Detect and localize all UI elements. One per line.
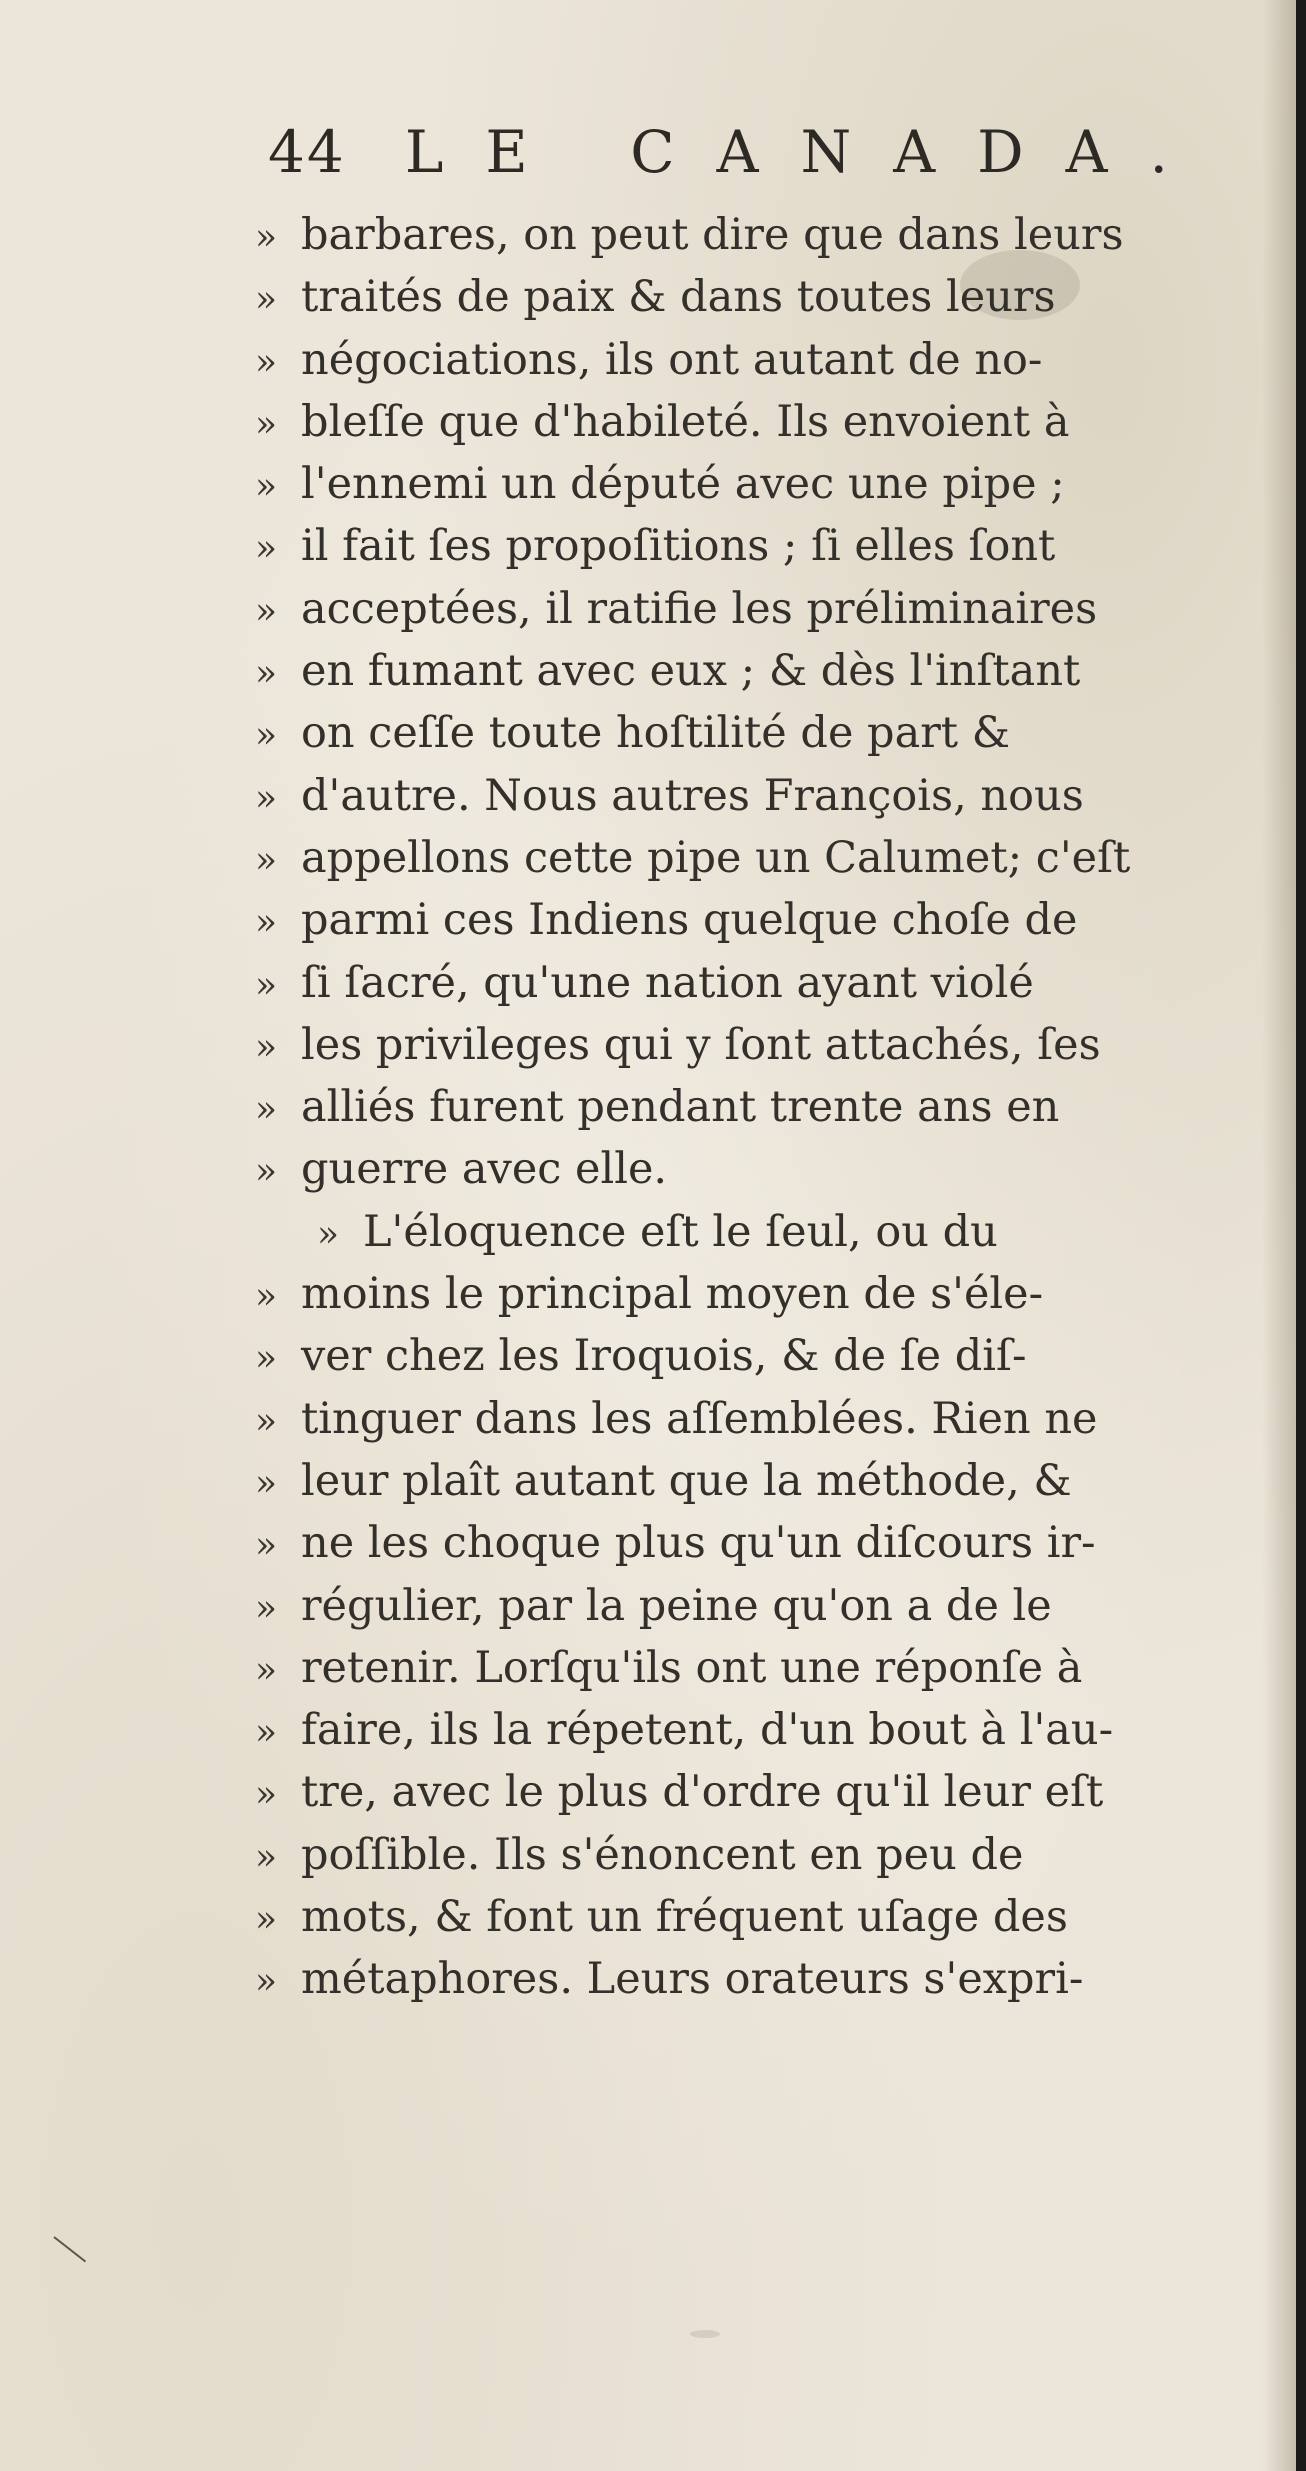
guillemet-mark: » xyxy=(255,1649,278,1691)
line-text: guerre avec elle. xyxy=(301,1144,668,1195)
guillemet-mark: » xyxy=(255,217,278,258)
ink-mark xyxy=(53,2236,86,2262)
guillemet-mark: » xyxy=(255,964,278,1006)
guillemet-mark: » xyxy=(255,1961,278,2003)
line-text: tre, avec le plus d'ordre qu'il leur eſt xyxy=(301,1767,1104,1818)
guillemet-mark: » xyxy=(255,466,278,508)
text-line xyxy=(255,1948,1255,2010)
text-line xyxy=(255,1575,1255,1637)
text-line xyxy=(255,1761,1255,1823)
guillemet-mark: » xyxy=(255,1462,278,1504)
text-line xyxy=(255,1138,1255,1200)
line-text: tinguer dans les aſſemblées. Rien ne xyxy=(301,1393,1098,1444)
guillemet-mark: » xyxy=(255,1400,278,1442)
guillemet-mark: » xyxy=(255,715,278,757)
guillemet-mark: » xyxy=(255,653,278,695)
text-line xyxy=(255,889,1255,951)
guillemet-mark: » xyxy=(255,1276,278,1318)
text-line xyxy=(255,391,1255,453)
line-text: leur plaît autant que la méthode, & xyxy=(301,1455,1072,1506)
text-line xyxy=(255,1450,1255,1512)
line-text: traités de paix & dans toutes leurs xyxy=(301,272,1056,323)
text-line xyxy=(255,1699,1255,1761)
guillemet-mark: » xyxy=(255,839,278,881)
running-head xyxy=(268,118,1210,208)
line-text: il fait ſes propoſitions ; ſi elles ſont xyxy=(301,521,1056,572)
line-text: parmi ces Indiens quelque choſe de xyxy=(301,895,1078,946)
line-text: ſi ſacré, qu'une nation ayant violé xyxy=(301,957,1034,1008)
line-text: faire, ils la répetent, d'un bout à l'au- xyxy=(301,1705,1114,1756)
line-text: poſſible. Ils s'énoncent en peu de xyxy=(301,1829,1024,1880)
text-line xyxy=(255,1201,1255,1263)
guillemet-mark: » xyxy=(255,1899,278,1941)
text-line xyxy=(255,952,1255,1014)
guillemet-mark: » xyxy=(255,902,278,944)
guillemet-mark: » xyxy=(255,1525,278,1567)
line-text: en fumant avec eux ; & dès l'inſtant xyxy=(301,646,1081,697)
page-gutter-shadow xyxy=(1262,0,1296,2471)
line-text: l'ennemi un député avec une pipe ; xyxy=(301,459,1065,510)
guillemet-mark: » xyxy=(255,403,278,445)
guillemet-mark: » xyxy=(255,590,278,632)
line-text: ver chez les Iroquois, & de ſe diſ- xyxy=(301,1331,1027,1382)
guillemet-mark: » xyxy=(317,1213,340,1255)
guillemet-mark: » xyxy=(255,279,278,321)
line-text: on ceſſe toute hoſtilité de part & xyxy=(301,708,1010,759)
line-text: appellons cette pipe un Calumet; c'eſt xyxy=(301,832,1131,883)
text-line xyxy=(255,266,1255,328)
guillemet-mark: » xyxy=(255,341,278,383)
text-line xyxy=(255,515,1255,577)
text-line xyxy=(255,204,1255,266)
text-line xyxy=(255,329,1255,391)
guillemet-mark: » xyxy=(255,1774,278,1816)
paper-stain xyxy=(690,2330,720,2338)
guillemet-mark: » xyxy=(255,777,278,819)
line-text: barbares, on peut dire que dans leurs xyxy=(301,210,1124,260)
text-line xyxy=(255,1325,1255,1387)
text-line xyxy=(255,1388,1255,1450)
line-text: L'éloquence eſt le ſeul, ou du xyxy=(363,1206,998,1257)
line-text: moins le principal moyen de s'éle- xyxy=(301,1269,1044,1320)
guillemet-mark: » xyxy=(255,1712,278,1754)
text-line xyxy=(255,827,1255,889)
page-edge xyxy=(1296,0,1306,2471)
page-number: 44 xyxy=(268,118,346,186)
line-text: retenir. Lorſqu'ils ont une réponſe à xyxy=(301,1642,1083,1693)
line-text: régulier, par la peine qu'on a de le xyxy=(301,1580,1052,1631)
guillemet-mark: » xyxy=(255,1338,278,1380)
running-title: LE CANADA. xyxy=(404,118,1210,186)
line-text: acceptées, il ratifie les préliminaires xyxy=(301,583,1098,634)
line-text: négociations, ils ont autant de no- xyxy=(301,334,1043,385)
text-line xyxy=(255,453,1255,515)
text-line xyxy=(255,702,1255,764)
text-line xyxy=(255,765,1255,827)
text-line xyxy=(255,1014,1255,1076)
guillemet-mark: » xyxy=(255,528,278,570)
text-line xyxy=(255,1824,1255,1886)
line-text: bleſſe que d'habileté. Ils envoient à xyxy=(301,396,1070,447)
line-text: alliés furent pendant trente ans en xyxy=(301,1082,1060,1133)
text-line xyxy=(255,1637,1255,1699)
text-line xyxy=(255,640,1255,702)
text-line xyxy=(255,1076,1255,1138)
text-line xyxy=(255,578,1255,640)
line-text: d'autre. Nous autres François, nous xyxy=(301,770,1084,821)
body-text xyxy=(255,204,1255,2011)
line-text: ne les choque plus qu'un diſcours ir- xyxy=(301,1518,1096,1569)
text-line xyxy=(255,1263,1255,1325)
guillemet-mark: » xyxy=(255,1836,278,1878)
line-text: mots, & font un fréquent uſage des xyxy=(301,1892,1068,1943)
text-line xyxy=(255,1512,1255,1574)
text-line xyxy=(255,1886,1255,1948)
guillemet-mark: » xyxy=(255,1089,278,1131)
line-text: métaphores. Leurs orateurs s'expri- xyxy=(301,1954,1084,2005)
guillemet-mark: » xyxy=(255,1026,278,1068)
line-text: les privileges qui y ſont attachés, ſes xyxy=(301,1019,1101,1070)
guillemet-mark: » xyxy=(255,1151,278,1193)
guillemet-mark: » xyxy=(255,1587,278,1629)
